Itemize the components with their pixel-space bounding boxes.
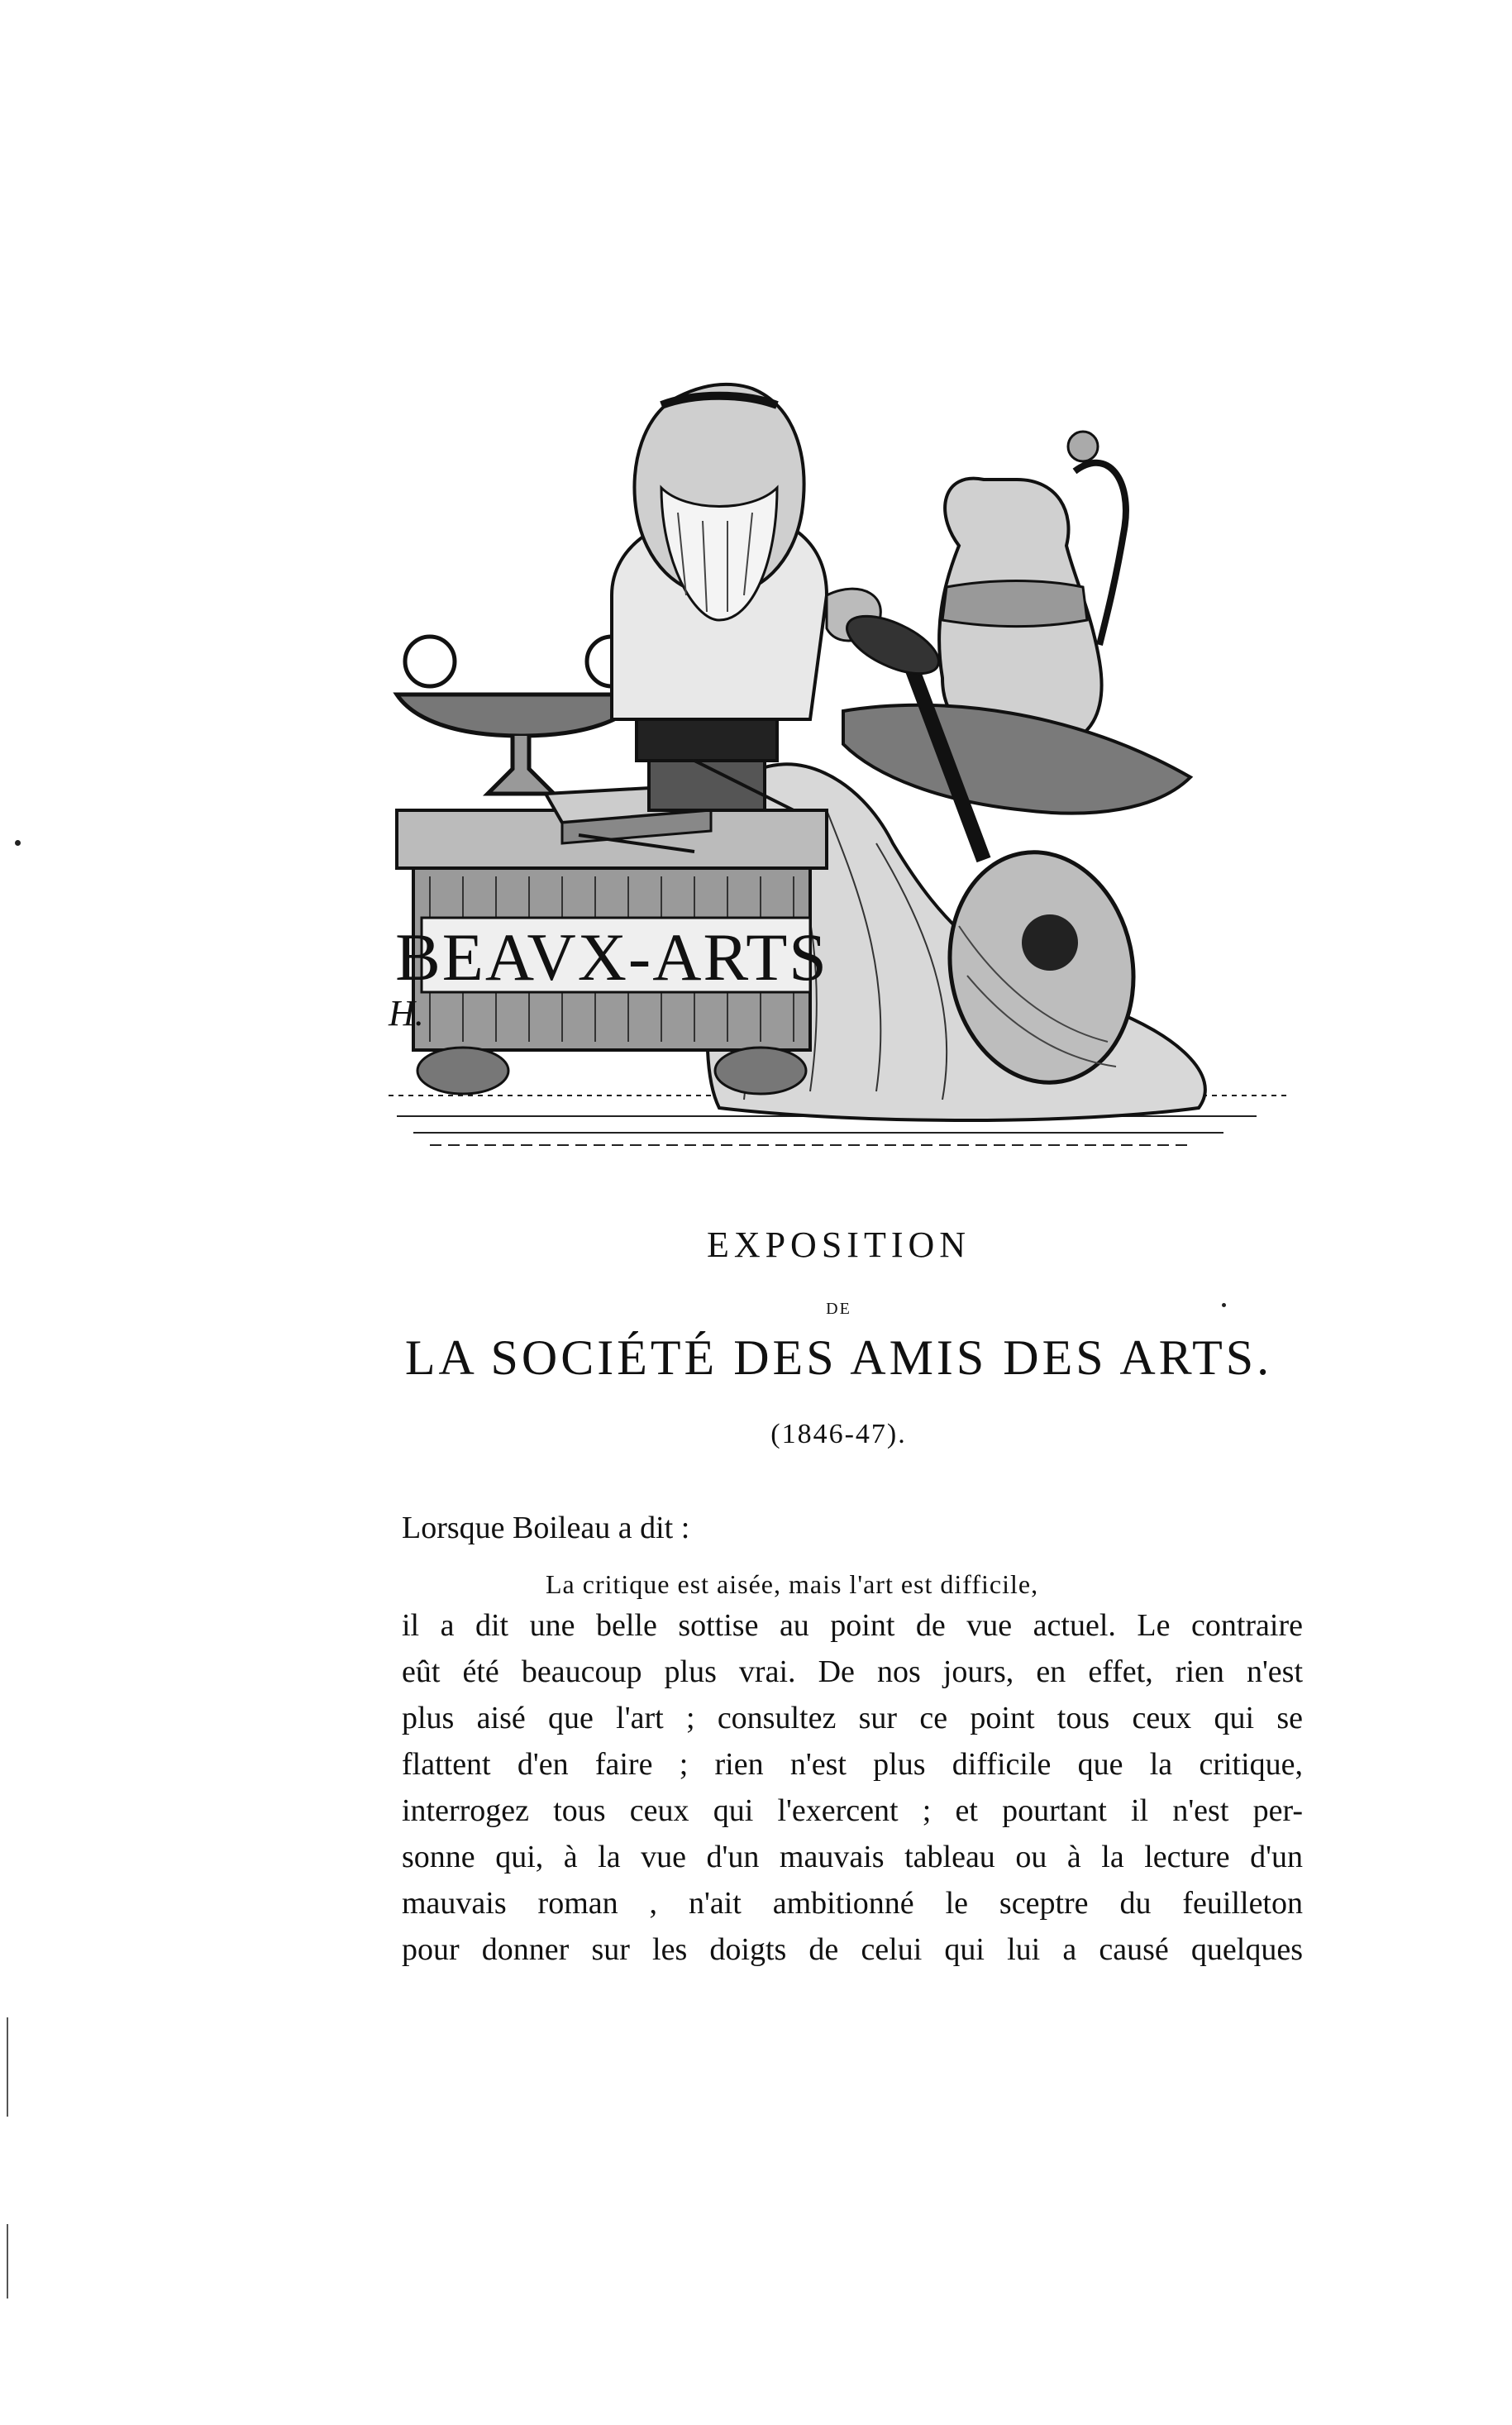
bust-of-homer (612, 384, 880, 719)
allegory-of-fine-arts-engraving (364, 347, 1323, 1182)
paragraph-line: interrogez tous ceux qui l'exercent ; et pourtant il n'est per- (402, 1793, 1303, 1828)
ewer-jug (939, 432, 1126, 744)
scan-speck (15, 840, 21, 846)
paragraph-line: mauvais roman , n'ait ambitionné le sceptre du feuilleton (402, 1886, 1303, 1921)
bust-pedestal (637, 719, 777, 810)
tazza (397, 637, 645, 794)
scan-speck (1222, 1303, 1226, 1307)
chest-inscription: BEAVX-ARTS (395, 919, 828, 995)
heading-societe: LA SOCIÉTÉ DES AMIS DES ARTS. (404, 1330, 1273, 1385)
boileau-verse: La critique est aisée, mais l'art est difficile, (546, 1569, 1039, 1599)
heading-year: (1846-47). (770, 1419, 907, 1449)
paragraph-line: pour donner sur les doigts de celui qui lui a causé quelques (402, 1932, 1303, 1967)
paragraph-line: eût été beaucoup plus vrai. De nos jours, en effet, rien n'est (402, 1654, 1303, 1689)
scan-margin-mark (7, 2224, 8, 2298)
intro-line: Lorsque Boileau a dit : (402, 1511, 690, 1545)
paragraph-line: plus aisé que l'art ; consultez sur ce point tous ceux qui se (402, 1701, 1303, 1735)
painter-palette (843, 705, 1190, 814)
paragraph-line: il a dit une belle sottise au point de vue actuel. Le contraire (402, 1608, 1303, 1643)
heading-exposition: EXPOSITION (706, 1224, 971, 1265)
paragraph-line: flattent d'en faire ; rien n'est plus difficile que la critique, (402, 1747, 1303, 1782)
heading-de: DE (826, 1300, 851, 1318)
scan-margin-mark (7, 2017, 8, 2117)
engraver-signature: H. (389, 993, 424, 1033)
paragraph-line: sonne qui, à la vue d'un mauvais tableau ou à la lecture d'un (402, 1840, 1303, 1874)
main-paragraph (402, 1602, 1303, 1973)
beaux-arts-chest (395, 810, 828, 1094)
engraving-illustration (364, 347, 1323, 1182)
